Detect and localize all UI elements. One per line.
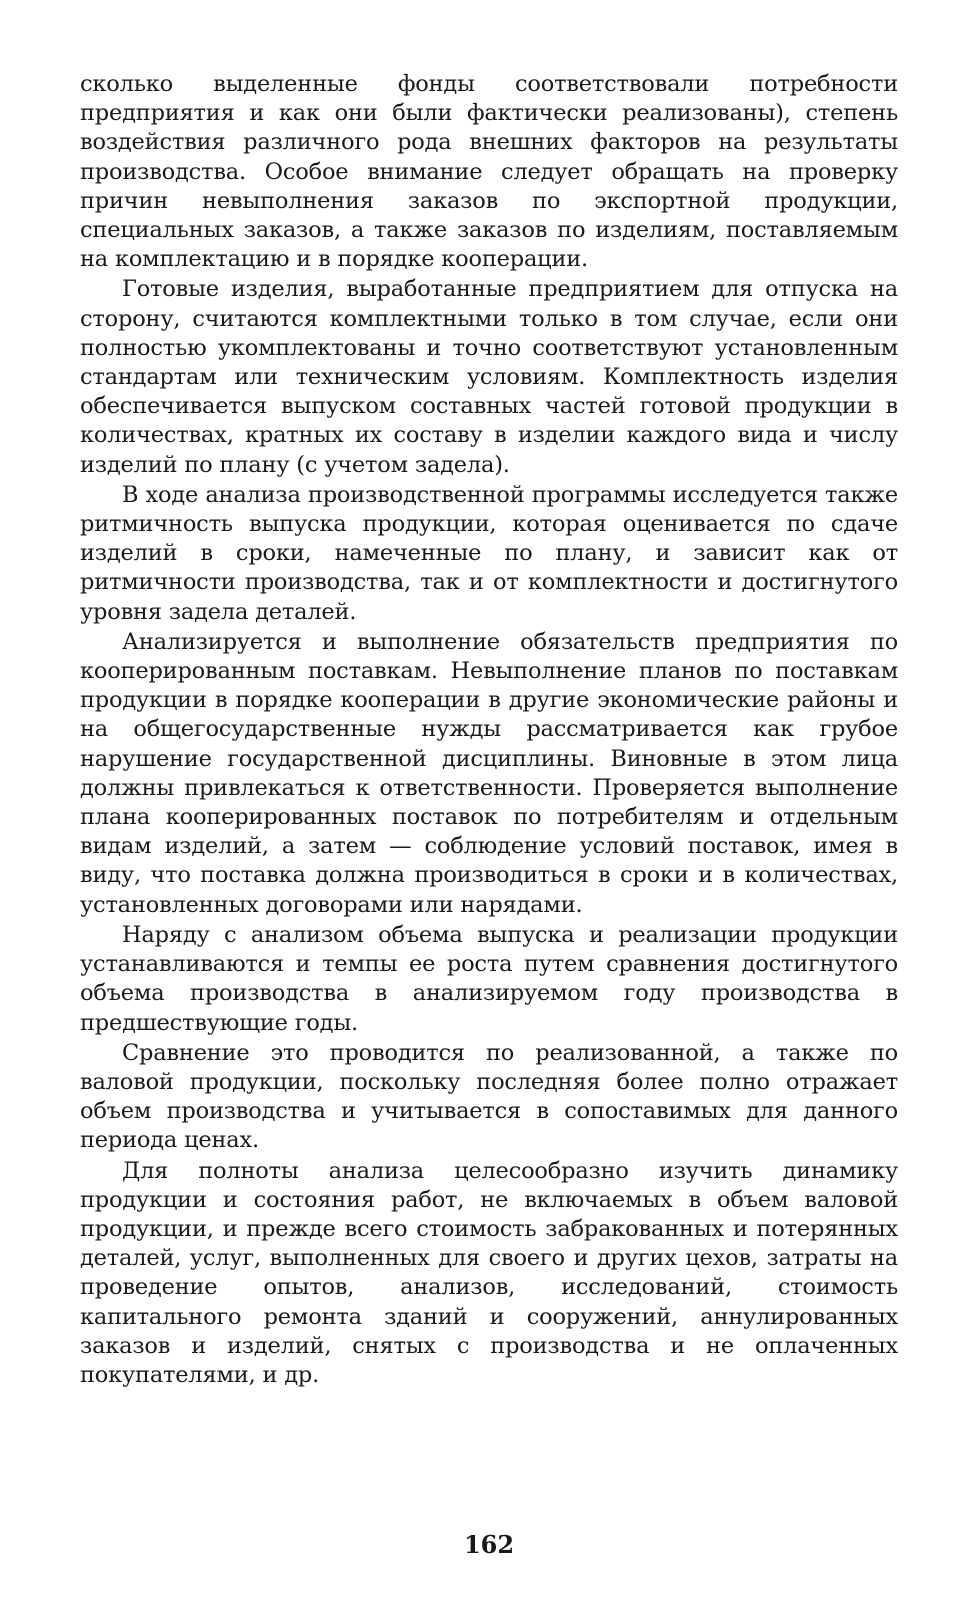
paragraph-continuation: сколько выделенные фонды соответствовали потребности предприятия и как они были фактически реализованы), степень воздействия различного рода внешних факторов на результаты производства. Особое внимание следует обращать на проверку причин невыполнения заказов по экспортной продукции, специальных заказов, а также заказов по изделиям, поставляемым на комплектацию и в порядке кооперации.	[80, 71, 898, 273]
paragraph-rhythmicity: В ходе анализа производственной программы исследуется также ритмичность выпуска продукции, которая оценивается по сдаче изделий в сроки, намеченные по плану, и зависит как от ритмичности производства, так и от комплектности и достигнутого уровня задела деталей.	[80, 481, 898, 625]
paragraph-comparison: Сравнение это проводится по реализованной, а также по валовой продукции, поскольку последняя более полно отражает объем производства и учитывается в сопоставимых для данного периода ценах.	[80, 1039, 898, 1154]
book-page	[80, 70, 898, 1559]
paragraph-finished-goods: Готовые изделия, выработанные предприятием для отпуска на сторону, считаются комплектными только в том случае, если они полностью укомплектованы и точно соответствуют установленным стандартам или техническим условиям. Комплектность изделия обеспечивается выпуском составных частей готовой продукции в количествах, кратных их составу в изделии каждого вида и числу изделий по плану (с учетом задела).	[80, 276, 898, 478]
paragraph-growth-rates: Наряду с анализом объема выпуска и реализации продукции устанавливаются и темпы ее роста путем сравнения достигнутого объема производства в анализируемом году производства в предшествующие годы.	[80, 921, 898, 1036]
paragraph-cooperative-deliveries: Анализируется и выполнение обязательств предприятия по кооперированным поставкам. Невыполнение планов по поставкам продукции в порядке кооперации в другие экономические районы и на общегосударственные нужды рассматривается как грубое нарушение государственной дисциплины. Виновные в этом лица должны привлекаться к ответственности. Проверяется выполнение плана кооперированных поставок по потребителям и отдельным видам изделий, а затем — соблюдение условий поставок, имея в виду, что поставка должна производиться в сроки и в количествах, установленных договорами или нарядами.	[80, 628, 898, 918]
page-number: 162	[463, 1530, 515, 1559]
paragraph-completeness-of-analysis: Для полноты анализа целесообразно изучить динамику продукции и состояния работ, не включаемых в объем валовой продукции, и прежде всего стоимость забракованных и потерянных деталей, услуг, выполненных для своего и других цехов, затраты на проведение опытов, анализов, исследований, стоимость капитального ремонта зданий и сооружений, аннулированных заказов и изделий, снятых с производства и не оплаченных покупателями, и др.	[80, 1157, 898, 1388]
